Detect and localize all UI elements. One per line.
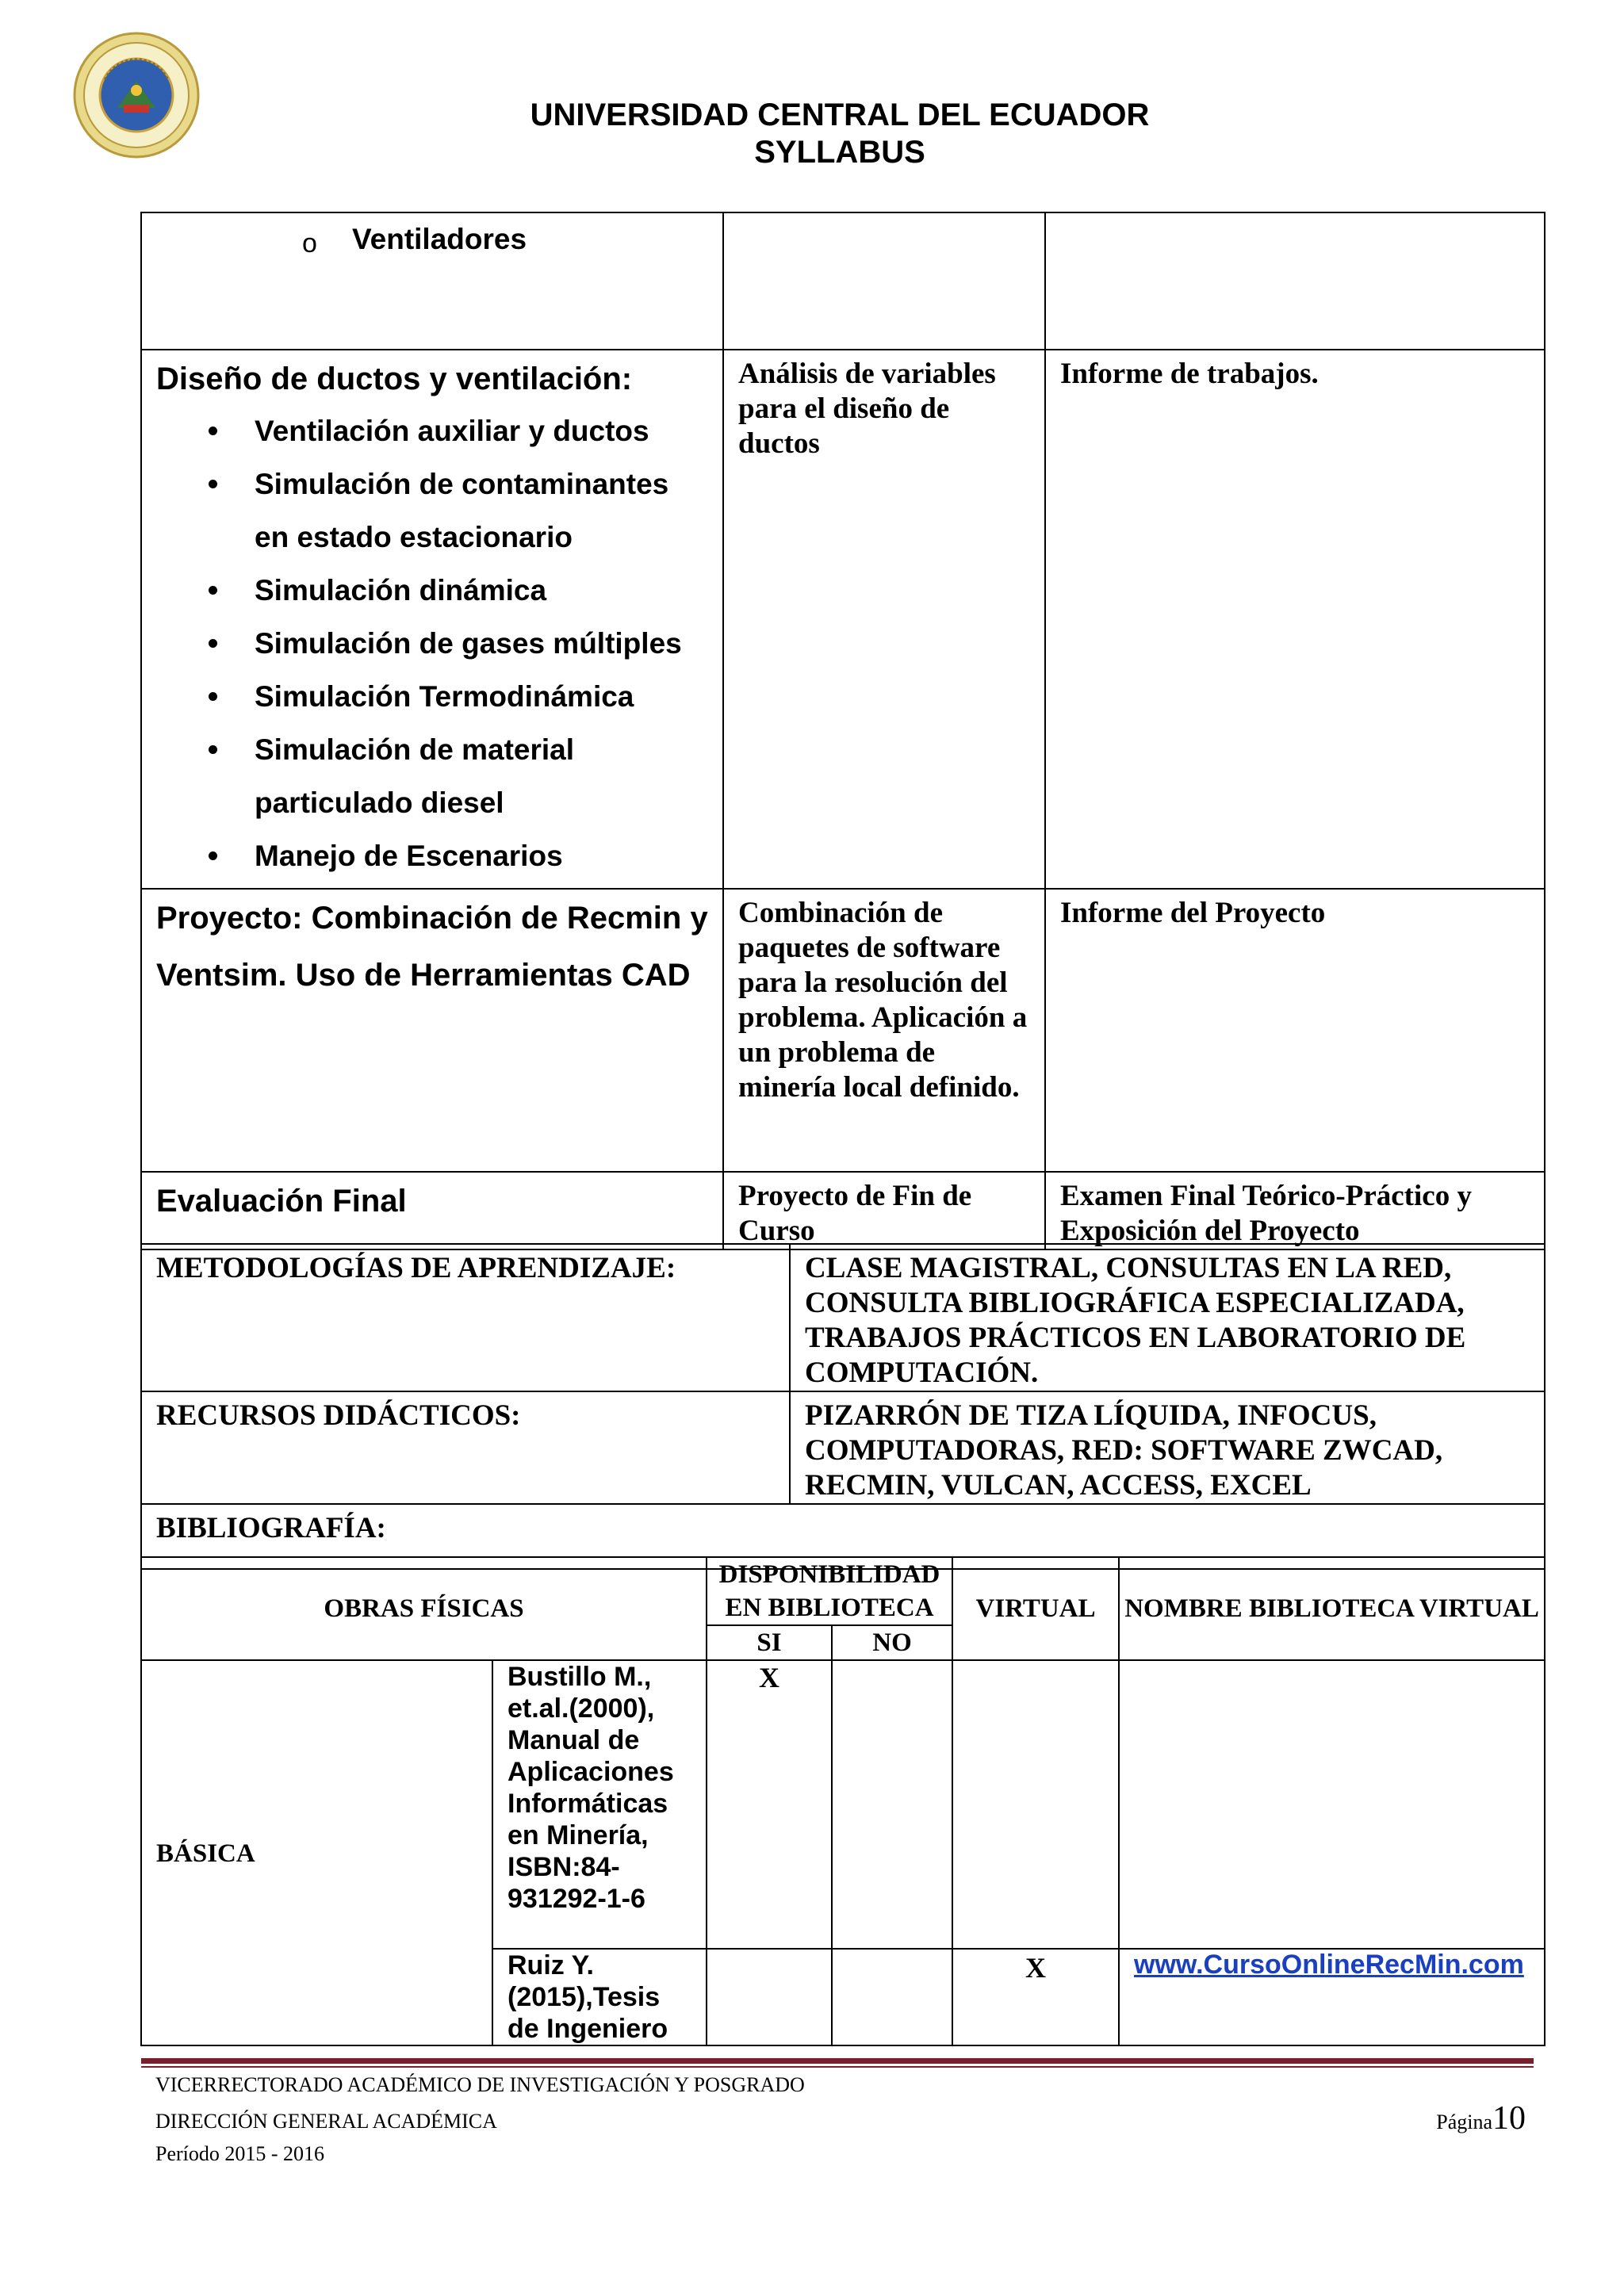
list-item: Simulación de gases múltiples <box>255 617 708 670</box>
page-number-value: 10 <box>1492 2100 1526 2137</box>
evaluation-cell <box>1045 212 1545 350</box>
column-header-virtual: VIRTUAL <box>975 1594 1096 1623</box>
footer-line-3: Período 2015 - 2016 <box>155 2142 325 2165</box>
activity-cell <box>723 350 1045 889</box>
sub-item: Ventiladores <box>352 223 527 255</box>
content-cell <box>141 889 723 1172</box>
sub-bullet-marker: o <box>302 228 317 258</box>
list-item: Simulación Termodinámica <box>255 670 708 723</box>
reference-text: Bustillo M., et.al.(2000), Manual de Aplicaciones Informáticas en Minería, ISBN:84-931292-1-6 <box>508 1662 674 1914</box>
content-cell <box>141 1172 723 1249</box>
list-item: Ventilación auxiliar y ductos <box>255 404 708 457</box>
bibliography-label: BIBLIOGRAFÍA: <box>156 1512 386 1544</box>
activity-text: Combinación de paquetes de software para la resolución del problema. Aplicación a un problema de minería local definido. <box>738 897 1028 1104</box>
table-header-row <box>141 1557 1545 1625</box>
topic-list <box>156 404 708 882</box>
column-header-nombre: NOMBRE BIBLIOTECA VIRTUAL <box>1124 1594 1539 1623</box>
content-cell <box>141 350 723 889</box>
list-item: Manejo de Escenarios <box>255 829 708 882</box>
footer-line-2: DIRECCIÓN GENERAL ACADÉMICA <box>155 2110 497 2133</box>
table-row <box>141 212 1545 350</box>
university-name: UNIVERSIDAD CENTRAL DEL ECUADOR <box>530 98 1150 132</box>
reference-text: Ruiz Y.(2015),Tesis de Ingeniero <box>508 1950 668 2044</box>
page-label: Página <box>1436 2110 1492 2133</box>
list-item: Simulación dinámica <box>255 564 708 617</box>
content-cell <box>141 212 723 350</box>
table-row <box>141 1660 1545 1949</box>
evaluation-cell <box>1045 1172 1545 1249</box>
mark-virtual: X <box>1025 1952 1047 1984</box>
category-label: BÁSICA <box>156 1839 255 1868</box>
final-eval-title: Evaluación Final <box>156 1184 407 1219</box>
table-row <box>141 1172 1545 1249</box>
table-row <box>141 1244 1545 1391</box>
column-header-si: SI <box>756 1628 782 1657</box>
activity-text: Proyecto de Fin de Curso <box>738 1180 972 1247</box>
mark-si: X <box>759 1662 780 1693</box>
activity-cell <box>723 1172 1045 1249</box>
evaluation-cell <box>1045 889 1545 1172</box>
project-title: Proyecto: Combinación de Recmin y Ventsim. Uso de Herramientas CAD <box>156 901 708 993</box>
footer-rule <box>141 2058 1534 2064</box>
table-row <box>141 1391 1545 1504</box>
evaluation-text: Examen Final Teórico-Práctico y Exposición del Proyecto <box>1060 1180 1472 1247</box>
table-row <box>141 889 1545 1172</box>
content-table <box>140 212 1545 1250</box>
activity-text: Análisis de variables para el diseño de ductos <box>738 358 996 460</box>
list-item: Simulación de contaminantes en estado estacionario <box>255 457 708 564</box>
page-number <box>1436 2099 1526 2137</box>
activity-cell <box>723 212 1045 350</box>
evaluation-text: Informe del Proyecto <box>1060 897 1326 929</box>
document-type: SYLLABUS <box>754 135 925 170</box>
resources-label: RECURSOS DIDÁCTICOS: <box>156 1399 521 1432</box>
column-header-obras: OBRAS FÍSICAS <box>324 1594 524 1623</box>
evaluation-cell <box>1045 350 1545 889</box>
footer-rule-thin <box>141 2066 1534 2068</box>
resources-value: PIZARRÓN DE TIZA LÍQUIDA, INFOCUS, COMPUTADORAS, RED: SOFTWARE ZWCAD, RECMIN, VULCAN, ACCESS, EXCEL <box>805 1399 1443 1502</box>
footer-line-1: VICERRECTORADO ACADÉMICO DE INVESTIGACIÓN Y POSGRADO <box>155 2073 805 2096</box>
table-row <box>141 350 1545 889</box>
column-header-no: NO <box>872 1628 912 1657</box>
methods-value: CLASE MAGISTRAL, CONSULTAS EN LA RED, CONSULTA BIBLIOGRÁFICA ESPECIALIZADA, TRABAJOS PRÁCTICOS EN LABORATORIO DE COMPUTACIÓN. <box>805 1252 1466 1389</box>
bibliography-table <box>140 1556 1545 2046</box>
column-header-disponibilidad: DISPONIBILIDAD EN BIBLIOTECA <box>718 1560 940 1622</box>
methods-label: METODOLOGÍAS DE APRENDIZAJE: <box>156 1252 676 1284</box>
evaluation-text: Informe de trabajos. <box>1060 358 1319 390</box>
unit-title: Diseño de ductos y ventilación: <box>156 362 633 396</box>
virtual-library-link[interactable]: www.CursoOnlineRecMin.com <box>1134 1950 1524 1980</box>
activity-cell <box>723 889 1045 1172</box>
list-item: Simulación de material particulado diesel <box>255 723 708 829</box>
methods-table <box>140 1243 1545 1570</box>
